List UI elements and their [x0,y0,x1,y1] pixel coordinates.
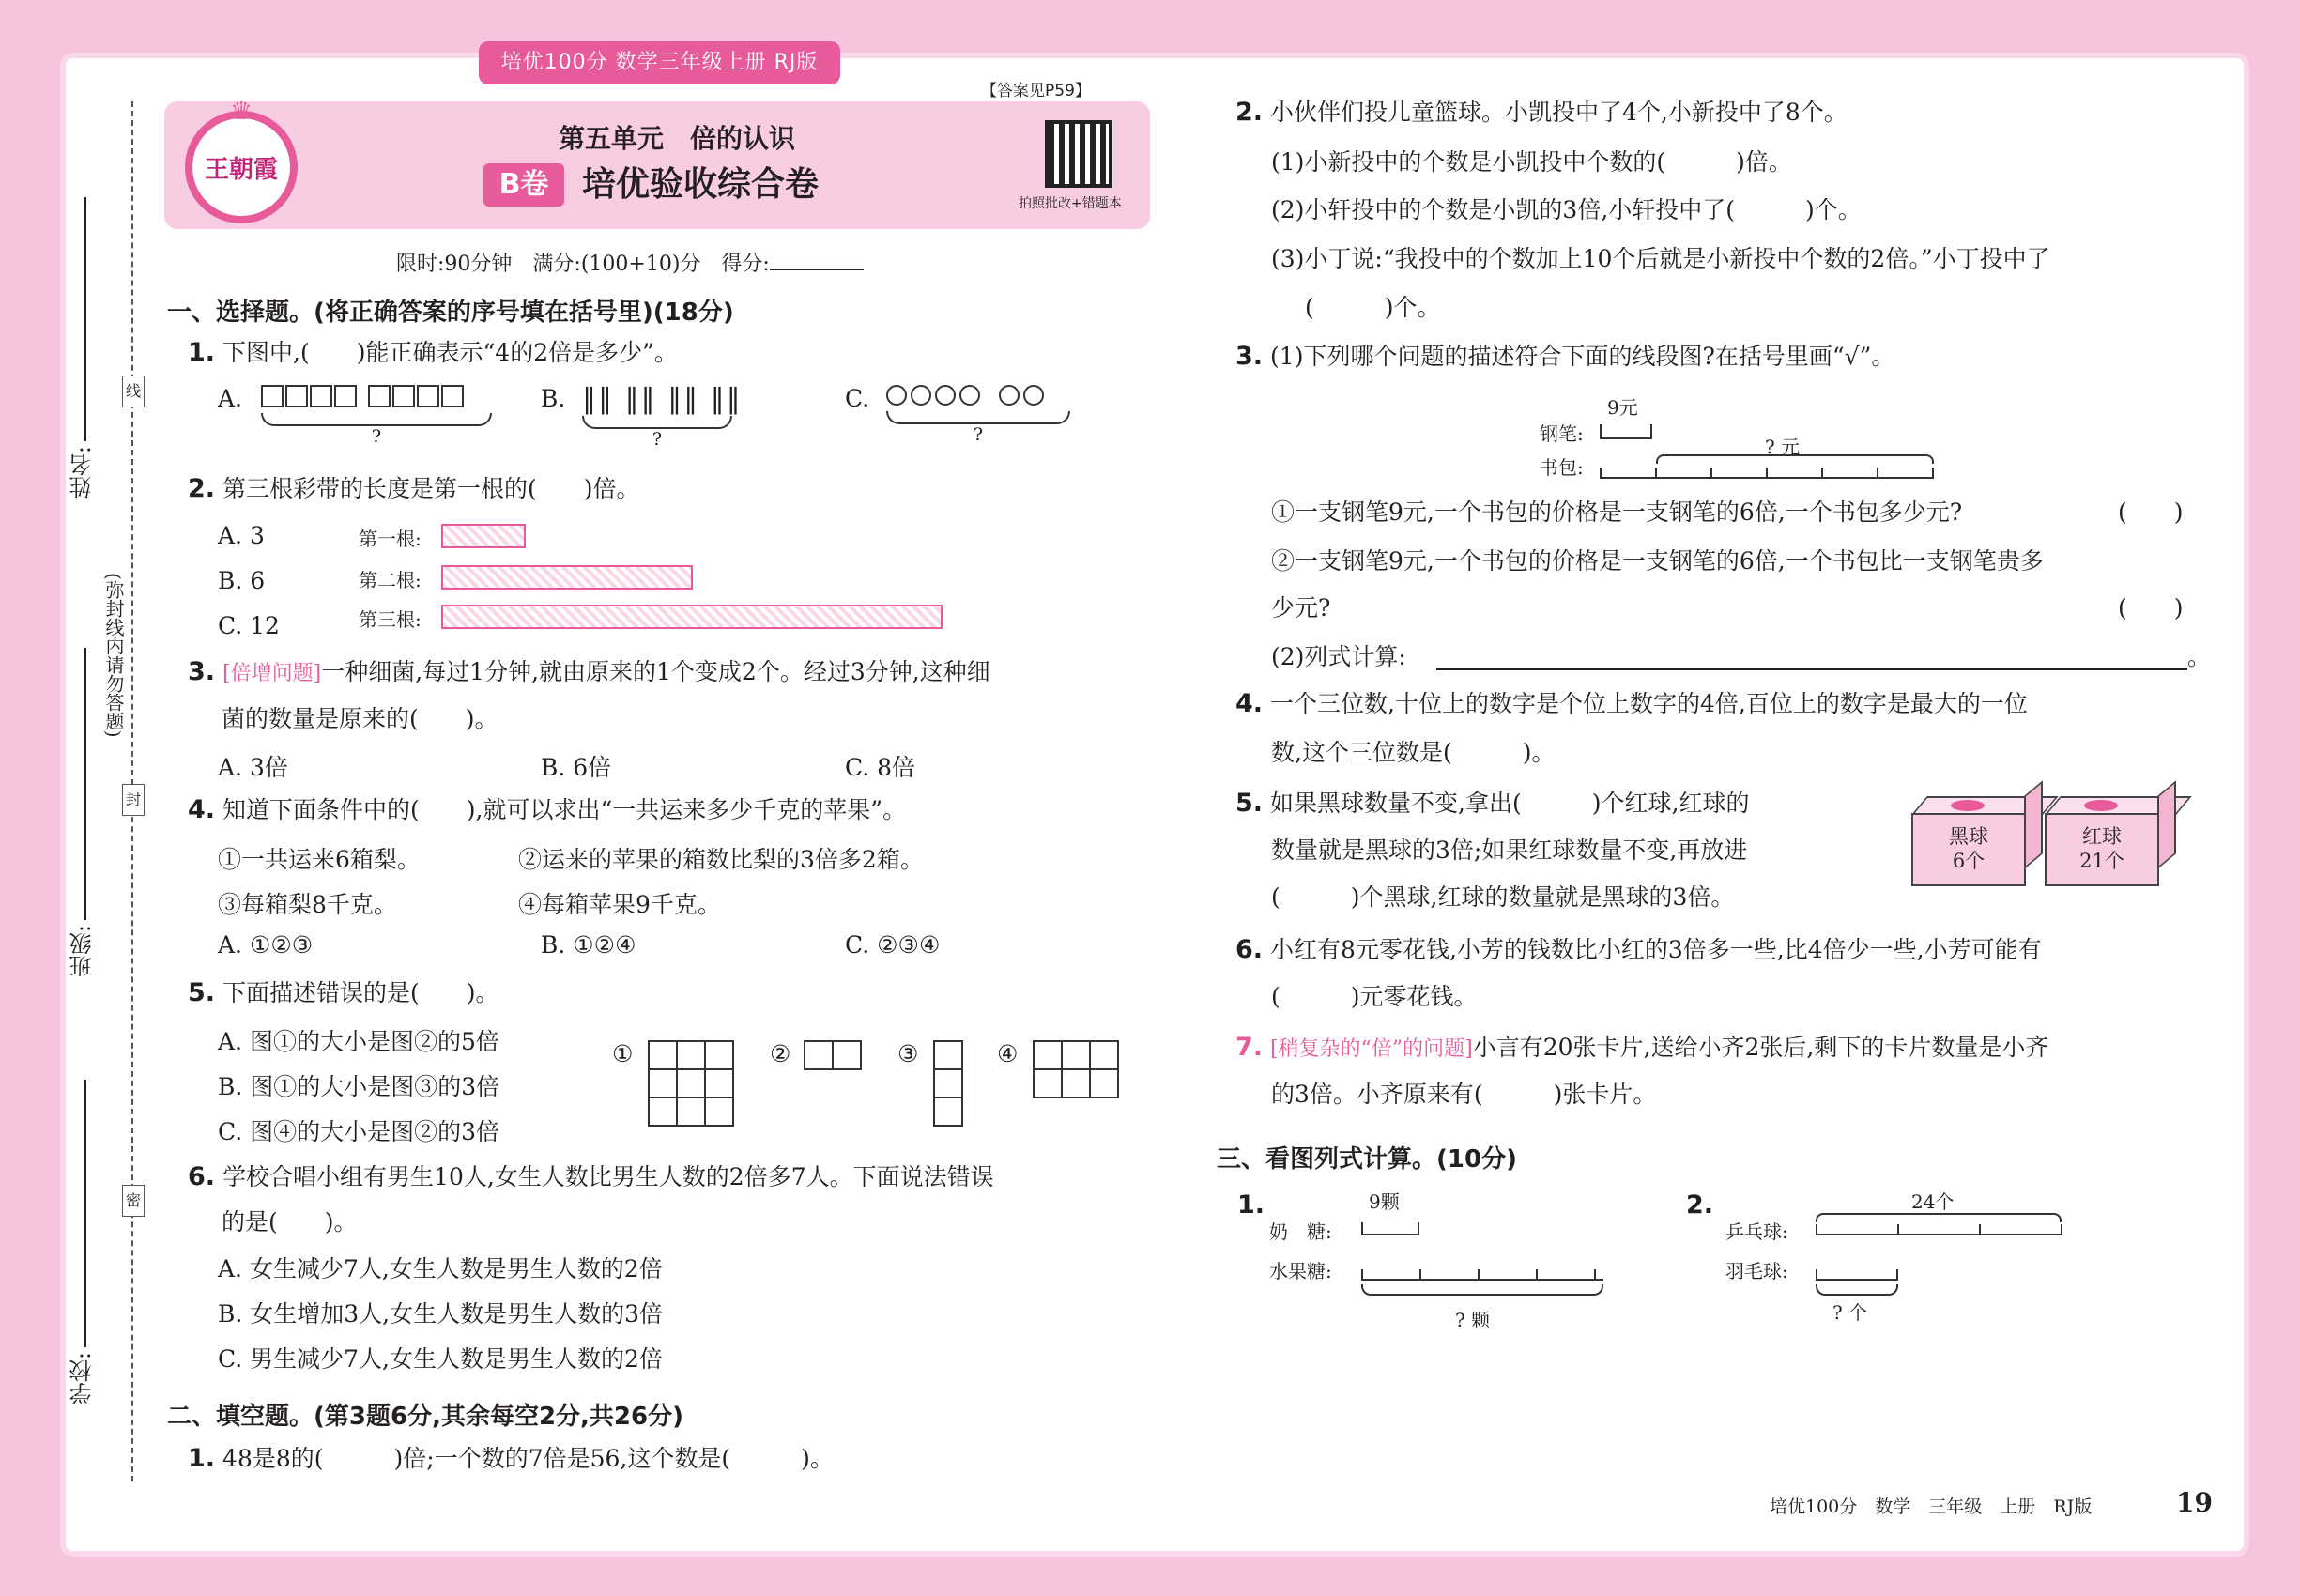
question-text-cont: 的是( )。 [222,1208,358,1235]
figure-4-label: ④ [997,1040,1019,1067]
question-mark: ? [371,426,382,447]
option-a[interactable]: A. 图①的大小是图②的5倍 [218,1028,499,1055]
ribbon-3-bar [441,605,943,629]
fruit-candy-question: ? 颗 [1455,1309,1491,1331]
option-c[interactable]: C. 12 [218,612,280,639]
option-c[interactable]: C. [845,385,870,412]
option-b[interactable]: B. 图①的大小是图③的3倍 [218,1073,500,1100]
pingpong-brace [1816,1213,2062,1222]
question-tag: [倍增问题] [222,662,322,685]
calculation-answer-line[interactable] [1436,668,2187,670]
question-number: 5. [1235,789,1264,818]
question-number: 2. [1686,1190,1714,1220]
fruit-candy-brace [1361,1284,1603,1296]
choice-1-paren[interactable]: ( ) [2118,499,2184,526]
box-label: 黑球 [1949,825,1988,848]
fruit-candy-segment [1361,1269,1603,1281]
fruit-candy-label: 水果糖: [1269,1260,1332,1282]
option-b[interactable]: B. 6倍 [541,754,612,781]
question-number: 2. [188,474,216,503]
logo-text: 王朝霞 [204,156,278,184]
problem-3-2-number [1686,1189,1721,1222]
figure-2-label: ② [770,1040,791,1067]
ribbon-2-bar [441,565,693,590]
paper-badge: B卷 [483,163,564,207]
time-score-text: 限时:90分钟 满分:(100+10)分 得分: [396,253,770,276]
badminton-label: 羽毛球: [1725,1260,1788,1282]
binding-line-mark: 线 [122,376,145,407]
question-number: 2. [1235,98,1264,127]
question-2-2 [1235,96,1848,130]
question-text-cont: ( )元零花钱。 [1271,983,1478,1010]
footer-info: 培优100分 数学 三年级 上册 RJ版 [1770,1496,2093,1517]
ribbon-2-label: 第二根: [359,569,422,591]
school-label: 学校: [69,1352,96,1405]
ribbon-1-bar [441,524,526,548]
option-c[interactable]: C. ②③④ [845,931,941,959]
score-blank[interactable] [770,253,864,270]
question-text-cont: 数,这个三位数是( )。 [1271,739,1556,766]
question-1-6 [188,1160,994,1194]
candy-top-label: 9颗 [1369,1190,1400,1213]
option-b[interactable]: B. 6 [218,567,266,594]
question-tag: [稍复杂的“倍”的问题] [1270,1037,1473,1061]
pingpong-segment [1816,1224,2062,1235]
question-text: 第三根彩带的长度是第一根的( )倍。 [222,475,640,502]
question-text: 小言有20张卡片,送给小齐2张后,剩下的卡片数量是小齐 [1472,1034,2049,1061]
pen-label: 钢笔: [1540,422,1584,445]
box-count: 6个 [1952,850,1986,872]
class-label: 班级: [69,925,96,978]
question-text: 小伙伴们投儿童篮球。小凯投中了4个,小新投中了8个。 [1270,99,1848,126]
question-text: 学校合唱小组有男生10人,女生人数比男生人数的2倍多7人。下面说法错误 [222,1163,994,1190]
page-number: 19 [2176,1487,2213,1518]
answer-reference: 【答案见P59】 [981,82,1091,100]
subquestion-1: (1)小新投中的个数是小凯投中个数的( )倍。 [1271,148,1792,176]
subquestion-3: (3)小丁说:“我投中的个数加上10个后就是小新投中个数的2倍。”小丁投中了 [1271,245,2050,272]
unit-title: 第五单元 倍的认识 [559,123,796,154]
question-text: 小红有8元零花钱,小芳的钱数比小红的3倍多一些,比4倍少一些,小芳可能有 [1270,936,2042,963]
sticks-figure: ∥∥ ∥∥ ∥∥ ∥∥ ? [582,383,743,450]
condition-2: ②运来的苹果的箱数比梨的3倍多2箱。 [518,846,924,873]
ribbon-3-label: 第三根: [359,608,422,631]
bag-value-label: ? 元 [1765,436,1801,458]
question-number: 6. [188,1162,216,1191]
choice-2: ②一支钢笔9元,一个书包的价格是一支钢笔的6倍,一个书包比一支钢笔贵多 [1271,547,2044,575]
box-count: 21个 [2079,850,2124,872]
question-2-4 [1235,687,2028,721]
name-label: 姓名: [69,446,96,499]
binding-note: (弥封线内请勿答题) [102,573,125,738]
option-c[interactable]: C. 男生减少7人,女生人数是男生人数的2倍 [218,1345,663,1373]
subquestion-3-cont: ( )个。 [1305,294,1441,321]
question-number: 4. [188,795,216,824]
pingpong-label: 乒乓球: [1725,1220,1788,1243]
question-1-1 [188,336,678,370]
badminton-brace [1816,1284,1898,1296]
question-text: (1)下列哪个问题的描述符合下面的线段图?在括号里画“√”。 [1270,343,1895,370]
calculation-label: (2)列式计算: [1271,643,1406,670]
question-number: 1. [188,1444,216,1473]
choice-2-paren[interactable]: ( ) [2118,594,2184,622]
question-text: 如果黑球数量不变,拿出( )个红球,红球的 [1270,790,1750,817]
option-b[interactable]: B. 女生增加3人,女生人数是男生人数的3倍 [218,1300,664,1327]
question-text-cont: 的3倍。小齐原来有( )张卡片。 [1271,1081,1657,1108]
question-number: 5. [188,978,216,1007]
question-number: 3. [188,657,216,686]
question-mark: ? [973,424,984,445]
milk-candy-segment [1361,1222,1419,1235]
question-2-6 [1235,933,2042,967]
question-text: 一个三位数,十位上的数字是个位上数字的4倍,百位上的数字是最大的一位 [1270,690,2028,717]
class-line[interactable] [84,648,86,920]
question-number: 1. [188,338,216,367]
figure-4-grid [1033,1040,1119,1098]
squares-figure [261,385,492,447]
option-a[interactable]: A. ①②③ [218,931,314,959]
figure-3-grid [933,1040,963,1127]
paper-title: 培优验收综合卷 [582,165,820,204]
header-banner [164,98,1150,229]
pingpong-top-label: 24个 [1911,1190,1955,1213]
question-1-5 [188,976,499,1010]
time-score-line [396,248,864,277]
subquestion-2: (2)小轩投中的个数是小凯的3倍,小轩投中了( )个。 [1271,196,1862,223]
qr-code-icon[interactable] [1045,120,1112,188]
question-2-3 [1235,340,1894,374]
qr-caption: 拍照批改+错题本 [1019,196,1122,211]
pen-value-label: 9元 [1607,396,1638,419]
option-c[interactable]: C. 图④的大小是图②的3倍 [218,1118,500,1145]
question-2-1 [188,1442,834,1476]
question-text-cont: ( )个黑球,红球的数量就是黑球的3倍。 [1271,883,1735,911]
question-2-5 [1235,787,1749,821]
condition-1: ①一共运来6箱梨。 [218,846,421,873]
question-number: 1. [1237,1190,1265,1220]
question-text: 48是8的( )倍;一个数的7倍是56,这个数是( )。 [222,1445,834,1472]
circles-figure [886,385,1070,445]
question-number: 7. [1235,1033,1264,1062]
question-text: 下图中,( )能正确表示“4的2倍是多少”。 [222,339,678,366]
section1-title: 一、选择题。(将正确答案的序号填在括号里)(18分) [167,299,734,327]
figure-2-grid [804,1040,862,1070]
choice-2-cont: 少元? [1271,594,1331,622]
name-line[interactable] [84,197,86,441]
red-ball-box [2045,813,2159,886]
problem-3-1-number [1237,1189,1272,1222]
black-ball-box [1911,813,2026,886]
school-line[interactable] [84,1080,86,1347]
choice-1: ①一支钢笔9元,一个书包的价格是一支钢笔的6倍,一个书包多少元? [1271,499,1963,526]
pen-segment [1600,424,1652,439]
milk-candy-label: 奶 糖: [1269,1220,1332,1243]
bag-label: 书包: [1540,456,1584,479]
section2-title: 二、填空题。(第3题6分,其余每空2分,共26分) [167,1403,683,1431]
question-mark: ? [652,429,663,450]
ribbon-1-label: 第一根: [359,528,422,550]
question-1-4 [188,793,906,827]
section3-title: 三、看图列式计算。(10分) [1217,1145,1517,1174]
option-c[interactable]: C. 8倍 [845,754,916,781]
binding-seal-mark: 封 [122,784,145,816]
badminton-segment [1816,1269,1898,1281]
question-number: 6. [1235,935,1264,964]
box-label: 红球 [2082,825,2122,848]
brand-logo [185,98,298,223]
question-1-2 [188,472,640,506]
figure-3-label: ③ [897,1040,919,1067]
question-text-cont: 数量就是黑球的3倍;如果红球数量不变,再放进 [1271,836,1748,864]
binding-secret-mark: 密 [122,1185,145,1217]
option-b[interactable]: B. ①②④ [541,931,636,959]
bag-segment [1600,468,1934,479]
option-a[interactable]: A. [218,385,243,412]
question-1-3 [188,655,990,691]
question-text-cont: 菌的数量是原来的( )。 [222,705,498,732]
figure-1-label: ① [612,1040,634,1067]
series-ribbon: 培优100分 数学三年级上册 RJ版 [479,41,840,84]
bag-brace [1656,454,1934,464]
option-a[interactable]: A. 女生减少7人,女生人数是男生人数的2倍 [218,1255,663,1282]
condition-4: ④每箱苹果9千克。 [518,891,721,918]
question-text: 一种细菌,每过1分钟,就由原来的1个变成2个。经过3分钟,这种细 [321,658,990,685]
calculation-end: 。 [2187,643,2212,670]
option-b[interactable]: B. [541,385,566,412]
option-a[interactable]: A. 3倍 [218,754,288,781]
option-a[interactable]: A. 3 [218,522,265,549]
question-text: 下面描述错误的是( )。 [222,979,499,1006]
badminton-question: ? 个 [1832,1301,1868,1324]
crown-icon: ♛ [230,98,253,126]
question-number: 3. [1235,342,1264,371]
question-text: 知道下面条件中的( ),就可以求出“一共运来多少千克的苹果”。 [222,796,907,823]
condition-3: ③每箱梨8千克。 [218,891,397,918]
figure-1-grid [648,1040,734,1127]
question-2-7 [1235,1031,2048,1067]
question-number: 4. [1235,689,1264,718]
